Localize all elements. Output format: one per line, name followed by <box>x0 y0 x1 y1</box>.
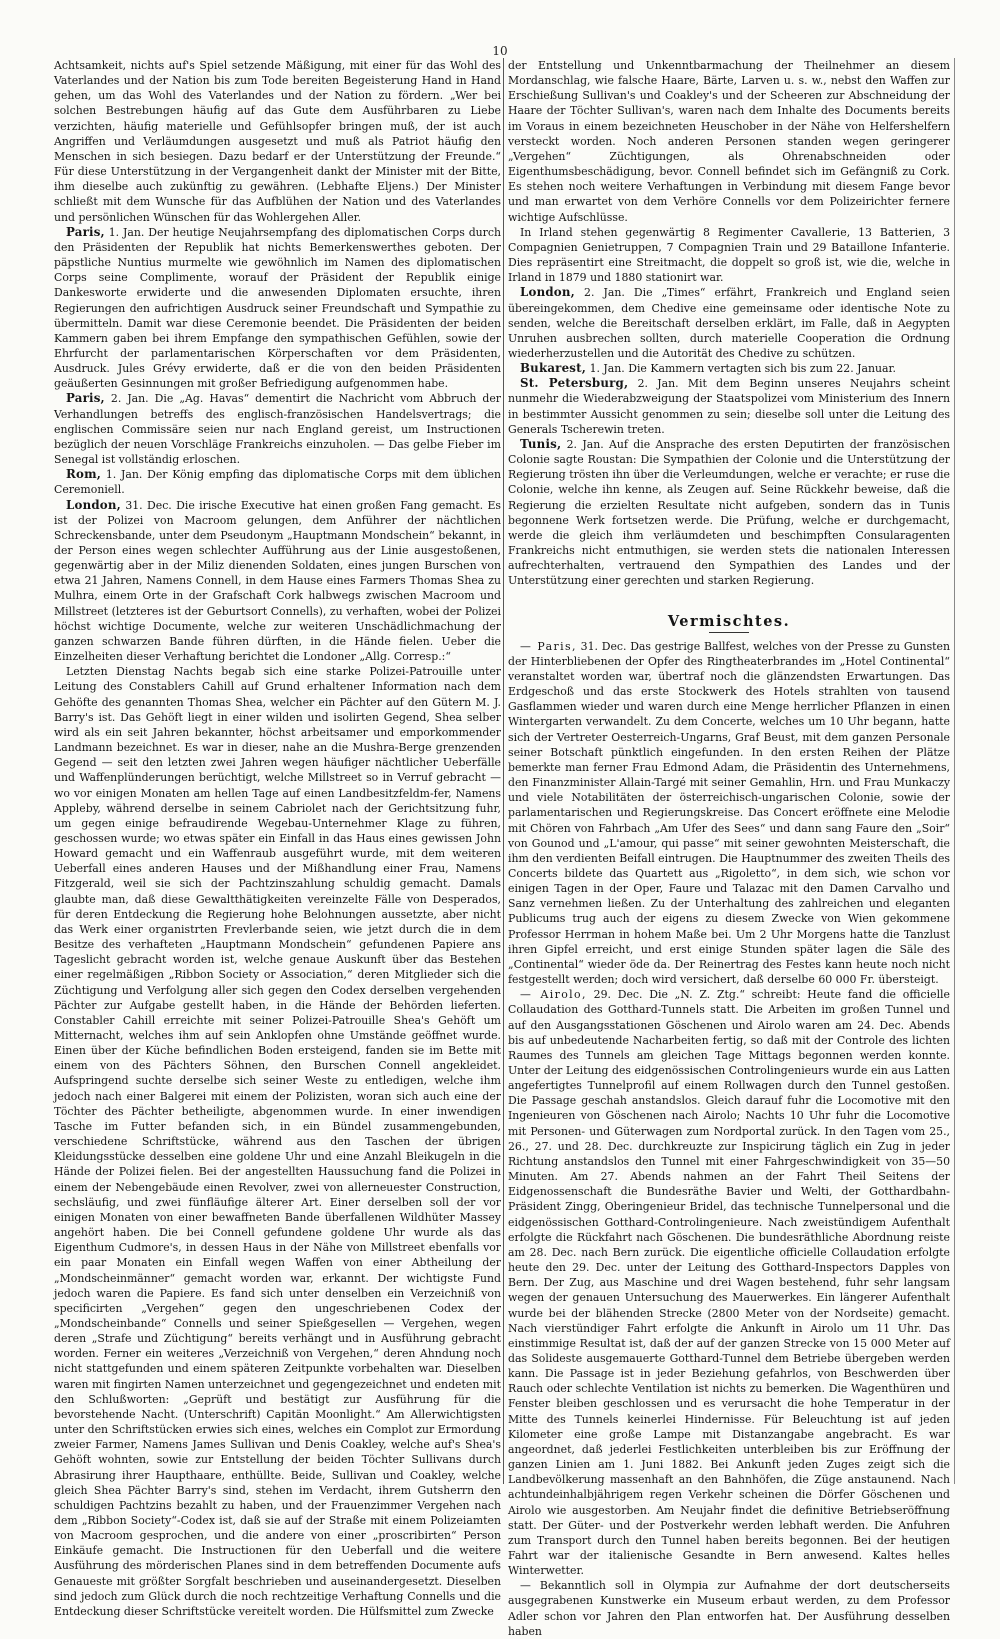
news-item-rom <box>54 467 501 497</box>
dateline: Rom, <box>66 467 102 482</box>
dateline: St. Petersburg, <box>520 376 629 391</box>
article-paragraph: In Irland stehen gegenwärtig 8 Regimenter Cavallerie, 13 Batterien, 3 Compagnien Genietruppen, 7 Compagnien Train und 29 Bataillone Infanterie. Dies repräsentirt eine Streitmacht, die doppelt so groß ist, wie die, welche in Irland in 1879 und 1880 stationirt war. <box>508 225 950 285</box>
news-text: 1. Jan. Der heutige Neujahrsempfang des diplomatischen Corps durch den Präsidenten der Republik hat nichts Bemerkenswerthes geboten. Der päpstliche Nuntius murmelte wie gewöhnlich im Namen des diplomatischen Corps seine Complimente, worauf der Präsident der Republik einige Dankesworte erwiderte und die anwesenden Diplomaten ersuchte, ihren Regierungen den aufrichtigen Ausdruck seiner Freundschaft und Sympathie zu übermitteln. Damit war diese Ceremonie beendet. Die Präsidenten der beiden Kammern gaben bei ihrem Empfange den sympathischen Gefühlen, sowie der Ehrfurcht der parlamentarischen Körperschaften vor dem Präsidenten, Ausdruck. Jules Grévy erwiderte, daß er die von den beiden Präsidenten geäußerten Gesinnungen mit großer Befriedigung aufgenommen habe. <box>54 225 501 391</box>
news-text: 2. Jan. Auf die Ansprache des ersten Deputirten der französischen Colonie sagte Roustan: Die Sympathien der Colonie und die Unterstützung der Regierung trösten ihn über die Verleumdungen, welche er verachte; er ruse die Colonie, welche ihn kenne, als Zeugen auf. Seine Rückkehr beweise, daß die Regierung die erzielten Resultate nicht aufgeben, sondern das in Tunis begonnene Werk fortsetzen werde. Die Prüfung, welche er durchgemacht, werde die gleich ihm verläumdeten und beschimpften Consularagenten Frankreichs nicht entmuthigen, sie werden stets die nationalen Interessen aufrechterhalten, vertrauend den Sympathien des Landes und der Unterstützung einer gerechten und starken Regierung. <box>508 437 950 588</box>
news-text: 2. Jan. Die „Ag. Havas“ dementirt die Nachricht vom Abbruch der Verhandlungen betreffs des englisch-französischen Handelsvertrags; die englischen Commissäre seien nur nach England gereist, um Instructionen bezüglich der neuen Vorschläge Frankreichs einzuholen. — Das gelbe Fieber im Senegal ist vollständig erloschen. <box>54 392 501 467</box>
dateline: Tunis, <box>520 436 562 451</box>
column-divider <box>503 58 504 1484</box>
news-text: soll in Olympia zur Aufnahme der dort deutscherseits ausgegrabenen Kunstwerke ein Museum erbaut werden, zu dem Professor Adler schon vor Jahren den Plan entworfen hat. Der Ausführung desselben haben <box>508 1579 950 1638</box>
article-paragraph: der Entstellung und Unkenntbarmachung der Theilnehmer an diesem Mordanschlag, wie falsche Haare, Bärte, Larven u. s. w., nebst den Waffen zur Erschießung Sullivan's und Coakley's und der Scheeren zur Abschneidung der Haare der Töchter Sullivan's, waren nach dem Inhalte des Documents bereits im Voraus in einem bezeichneten Heuschober in der Nähe von Helfershelfern versteckt worden. Noch anderen Personen standen wegen geringerer „Vergehen“ Züchtigungen, als Ohrenabschneiden oder Eigenthumsbeschädigung, bevor. Connell befindet sich im Gefängniß zu Cork. Es stehen noch weitere Verhaftungen in Verbindung mit diesem Fange bevor und man erwartet von dem Verhöre Connells vor dem Polizeirichter fernere wichtige Aufschlüsse. <box>508 59 950 224</box>
news-item-tunis <box>508 437 950 589</box>
news-text: 1. Jan. Der König empfing das diplomatische Corps mit dem üblichen Ceremoniell. <box>54 468 501 497</box>
section-heading: Vermischtes. <box>667 613 791 631</box>
news-text: 1. Jan. Die Kammern vertagten sich bis zum 22. Januar. <box>589 362 897 376</box>
article-paragraph: Achtsamkeit, nichts auf's Spiel setzende Mäßigung, mit einer für das Wohl des Vaterlandes und der Nation bis zum Tode bereiten Begeisterung Hand in Hand gehen, um das Wohl des Vaterlandes und der Nation zu fördern. „Wer bei solchen Bestrebungen häufig auf das Gute dem Ausführbaren zu Liebe verzichten, häufig materielle und Gefühlsopfer bringen muß, der ist auch Angriffen und Verläumdungen ausgesetzt und muß als Patriot häufig den Menschen in sich besiegen. Dazu bedarf er der Unterstützung der Freunde.“ Für diese Unterstützung in der Vergangenheit dankt der Minister mit der Bitte, ihm dieselbe auch zukünftig zu gewähren. (Lebhafte Eljens.) Der Minister schließt mit dem Wunsche für das Aufblühen der Nation und des Vaterlandes und persönlichen Wünschen für das Wohlergehen Aller. <box>54 59 501 224</box>
news-item-bukarest <box>508 361 950 376</box>
misc-item-olympia <box>508 1578 950 1639</box>
news-text: 31. Dec. Das gestrige Ballfest, welches von der Presse zu Gunsten der Hinterbliebenen der Opfer des Ringtheaterbrandes im „Hotel Continental“ veranstaltet worden war, übertraf noch die glänzendsten Erwartungen. Das Erdgeschoß und das erste Stockwerk des Hotels strahlten von tausend Gasflammen wieder und waren durch eine Menge herrlicher Pflanzen in einen Wintergarten verwandelt. Zu dem Concerte, welches um 10 Uhr begann, hatte sich der Vertreter Oesterreich-Ungarns, Graf Beust, mit dem ganzen Personale seiner Botschaft pünktlich eingefunden. In den ersten Reihen der Plätze bemerkte man ferner Frau Edmond Adam, die Präsidentin des Unternehmens, den Finanzminister Allain-Targé mit seiner Gemahlin, Hrn. und Frau Munkaczy und viele Notabilitäten der österreichisch-ungarischen Colonie, sowie der parlamentarischen und Regierungskreise. Das Concert eröffnete eine Melodie mit Chören von Fahrbach „Am Ufer des Sees“ und dann sang Faure den „Soir“ von Gounod und „L'amour, qui passe“ mit seiner gewohnten Meisterschaft, die ihm den verdienten Beifall eintrugen. Die Hauptnummer des zweiten Theils des Concerts bildete das Quartett aus „Rigoletto“, in dem sich, wie schon vor einigen Tagen in der Oper, Faure und Talazac mit den Damen Carvalho und Sanz vernehmen ließen. Zu der Unterhaltung des zahlreichen und eleganten Publicums trug auch der eigens zu diesem Zwecke von Wien gekommene Professor Herrman in hohem Maße bei. Um 2 Uhr Morgens hatte die Tanzlust ihren Gipfel erreicht, und erst einige Stunden später lagen die Säle des „Continental“ wieder öde da. Der Reinertrag des Festes kann heute noch nicht festgestellt werden; doch wird versichert, daß derselbe 60 000 Fr. übersteigt. <box>508 639 951 987</box>
section-heading-rule <box>709 632 749 633</box>
page-edge-rule <box>954 58 955 1484</box>
news-text: 2. Jan. Mit dem Beginn unseres Neujahrs scheint nunmehr die Wiederabzweigung der Staatspolizei vom Ministerium des Innern in bestimmter Aussicht genommen zu sein; dieselbe soll unter die Leitung des Generals Tscherewin treten. <box>508 377 950 436</box>
news-item-london-2 <box>508 285 950 361</box>
dateline: Bukarest, <box>520 361 587 376</box>
dateline: — Airolo, <box>520 988 587 1002</box>
news-item-paris-1 <box>54 225 501 392</box>
left-column <box>54 58 501 1618</box>
news-text: 2. Jan. Die „Times“ erfährt, Frankreich und England seien übereingekommen, dem Chedive eine gemeinsame oder identische Note zu senden, welche die Bereitschaft derselben erklärt, im Falle, daß in Aegypten Unruhen ausbrechen sollten, durch materielle Cooperation die Ordnung wiederherzustellen und die Autorität des Chedive zu schützen. <box>508 286 950 360</box>
dateline: London, <box>66 497 121 512</box>
news-item-petersburg <box>508 376 950 437</box>
dateline: Paris, <box>66 224 105 239</box>
dateline: — Paris, <box>520 639 577 653</box>
article-paragraph: Letzten Dienstag Nachts begab sich eine starke Polizei-Patrouille unter Leitung des Constablers Cahill auf Grund erhaltener Information nach dem Gehöfte des genannten Thomas Shea, welcher ein Pächter auf den Gütern M. J. Barry's ist. Das Gehöft liegt in einer wilden und isolirten Gegend, Shea selber wird als ein seit Jahren bekannter, höchst arbeitsamer und emporkommender Landmann bezeichnet. Es war in dieser, nahe an die Mushra-Berge grenzenden Gegend — seit den letzten zwei Jahren wegen häufiger nächtlicher Ueberfälle und Waffenplünderungen berüchtigt, welche Millstreet so in Verruf gebracht — wo vor einigen Monaten am hellen Tage auf einen Landbesitzfeldm-fer, Namens Appleby, während derselbe in seinem Cabriolet nach der Gerichtsitzung fuhr, um gegen einige befraudirende Wegebau-Unternehmer Klage zu führen, geschossen wurde; wo etwas später ein Einfall in das Haus eines gewissen John Howard gemacht und ein Waffenraub ausgeführt wurde, mit dem weiteren Ueberfall eines anderen Hauses und der Mißhandlung einer Frau, Namens Fitzgerald, weil sie sich der Pachtzinszahlung schuldig gemacht. Damals glaubte man, daß diese Gewaltthätigkeiten vereinzelte Fälle von Desperados, für deren Entdeckung die Regierung hohe Belohnungen aussetzte, aber nicht das Werk einer organistrten Frevlerbande seien, wie jetzt durch die in dem Besitze des verhafteten „Hauptmann Mondschein“ gefundenen Papiere ans Tageslicht gebracht worden ist, welche genaue Auskunft über das Bestehen einer regelmäßigen „Ribbon Society or Association,“ deren Mitglieder sich die Züchtigung und Verfolgung aller sich gegen den Codex derselben vergehenden Pächter zur Aufgabe gestellt haben, in die Hände der Behörden lieferten. Constabler Cahill erreichte mit seiner Polizei-Patrouille Shea's Gehöft um Mitternacht, welches ihm auf sein Anklopfen ohne Umstände geöffnet wurde. Einen über der Küche befindlichen Boden ersteigend, fanden sie im Bette mit einem von des Pächters Söhnen, den Burschen Connell angekleidet. Aufspringend suchte derselbe sich seiner Weste zu entledigen, welche ihm jedoch nach einer Balgerei mit einem der Polizisten, woran sich auch eine der Töchter des Pächter betheiligte, abgenommen wurde. In einer inwendigen Tasche im Futter befanden sich, in ein Bündel zusammengebunden, verschiedene Schriftstücke, während aus den Taschen der übrigen Kleidungsstücke desselben eine goldene Uhr und eine Anzahl Bleikugeln in die Hände der Polizei fielen. Bei der angestellten Haussuchung fand die Polizei in einem der Nebengebäude einen Revolver, zwei von allerneuester Construction, sechsläufig, und zwei fünfläufige älterer Art. Einer derselben soll der vor einigen Monaten von einer bewaffneten Bande überfallenen Wildhüter Massey angehört haben. Die bei Connell gefundene goldene Uhr wurde als das Eigenthum Cudmore's, in dessen Haus in der Nähe von Millstreet ebenfalls vor ein paar Monaten ein Einfall wegen Waffen von einer Abtheilung der „Mondscheinmänner“ gemacht worden war, erkannt. Der wichtigste Fund jedoch waren die Papiere. Es fand sich unter denselben ein Verzeichniß von specificirten „Vergehen“ gegen den ungeschriebenen Codex der „Mondscheinbande“ Connells und seiner Spießgesellen — Vergehen, wegen deren „Strafe und Züchtigung“ bereits verhängt und in Ausführung gebracht worden. Ferner ein weiteres „Verzeichniß von Vergehen,“ deren Ahndung noch nicht stattgefunden und einem späteren Zeitpunkte vorbehalten war. Dieselben waren mit fingirten Namen unterzeichnet und gegengezeichnet und endeten mit den Schlußworten: „Geprüft und bestätigt zur Ausführung für die bevorstehende Nacht. (Unterschrift) Capitän Moonlight.“ Am Allerwichtigsten unter den Schriftstücken erwies sich eines, welches ein Complot zur Ermordung zweier Farmer, Namens James Sullivan und Denis Coakley, welche auf's Shea's Gehöft wohnten, sowie zur Entstellung der beiden Töchter Sullivans durch Abrasirung ihrer Haupthaare, enthüllte. Beide, Sullivan und Coakley, welche gleich Shea Pächter Barry's sind, stehen im Verdacht, ihrem Gutsherrn den schuldigen Pachtzins bezahlt zu haben, und der Frauenzimmer Vergehen nach dem „Ribbon Society“-Codex ist, daß sie auf der Straße mit einem Polizeiamten von Macroom gesprochen, und die andere von einer „proscribirten“ Person Einkäufe gemacht. Die Instructionen für den Ueberfall und die weitere Ausführung des mörderischen Planes sind in dem betreffenden Documente aufs Genaueste mit größter Sorgfalt beschrieben und auseinandergesetzt. Dieselben sind jedoch zum Glück durch die noch rechtzeitige Verhaftung Connells und die Entdeckung dieser Schriftstücke vereitelt worden. Die Hülfsmittel zum Zwecke <box>54 665 501 1618</box>
page-number: 10 <box>492 44 508 58</box>
misc-item-airolo <box>508 987 950 1578</box>
news-text: 31. Dec. Die irische Executive hat einen großen Fang gemacht. Es ist der Polizei von Macroom gelungen, dem Anführer der nächtlichen Schreckensbande, unter dem Pseudonym „Hauptmann Mondschein“ bekannt, in der Person eines wegen schlechter Aufführung aus der Linie ausgestoßenen, gegenwärtig aber in der Miliz dienenden Soldaten, eines jungen Burschen von etwa 21 Jahren, Namens Connell, in dem Hause eines Farmers Thomas Shea zu Mulhra, einem Orte in der Grafschaft Cork halbwegs zwischen Macroom und Millstreet (letzteres ist der Geburtsort Connells), zu verhaften, wobei der Polizei höchst wichtige Documente, welche zur weiteren Unschädlichmachung der ganzen schwarzen Bande führen dürften, in die Hände fielen. Ueber die Einzelheiten dieser Verhaftung berichtet die Londoner „Allg. Corresp.:“ <box>54 498 501 664</box>
right-column <box>508 58 951 1638</box>
dateline: — Bekanntlich <box>520 1579 606 1593</box>
news-item-london-1 <box>54 498 501 665</box>
news-text: 29. Dec. Die „N. Z. Ztg.“ schreibt: Heute fand die officielle Collaudation des Gotthard-Tunnels statt. Die Arbeiten im großen Tunnel und auf den Ausgangsstationen Göschenen und Airolo waren am 24. Dec. Abends bis auf unbedeutende Nacharbeiten fertig, so daß mit der Controle des lichten Raumes des Tunnels am gleichen Tage Mittags begonnen werden konnte. Unter der Leitung des eidgenössischen Controlingenieurs wurde ein aus Latten angefertigtes Tunnelprofil auf einem Rollwagen durch den Tunnel gestoßen. Die Passage geschah anstandslos. Gleich darauf fuhr die Locomotive mit den Ingenieuren von Göschenen nach Airolo; Nachts 10 Uhr fuhr die Locomotive mit Personen- und Güterwagen zum Nordportal zurück. In den Tagen vom 25., 26., 27. und 28. Dec. durchkreuzte zur Inspicirung täglich ein Zug in jeder Richtung anstandslos den Tunnel mit einer Fahrgeschwindigkeit von 35—50 Minuten. Am 27. Abends nahmen an der Fahrt Theil Seitens der Eidgenossenschaft die Bundesräthe Bavier und Welti, der Gotthardbahn-Präsident Zingg, Oberingenieur Bridel, das technische Tunnelpersonal und die eidgenössischen Gotthard-Controlingenieure. Nach zweistündigem Aufenthalt erfolgte die Rückfahrt nach Göschenen. Die bundesräthliche Abordnung reiste am 28. Dec. nach Bern zurück. Die eigentliche officielle Collaudation erfolgte heute den 29. Dec. unter der Leitung des Gotthard-Inspectors Dapples von Bern. Der Zug, aus Maschine und drei Wagen bestehend, fuhr sehr langsam wegen der genauen Untersuchung des Mauerwerkes. Ein längerer Aufenthalt wurde bei der blähenden Strecke (2800 Meter von der Nordseite) gemacht. Nach vierstündiger Fahrt erfolgte die Ankunft in Airolo um 11 Uhr. Das einstimmige Resultat ist, daß der auf der ganzen Strecke von 15 000 Meter auf das Solideste ausgemauerte Gotthard-Tunnel dem Betriebe übergeben werden kann. Die Passage ist in jeder Beziehung gefahrlos, von Beschwerden über Rauch oder schlechte Ventilation ist nichts zu bemerken. Die Wagenthüren und Fenster bleiben geschlossen und es verursacht die hohe Temperatur in der Mitte des Tunnels keinerlei Hindernisse. Für Beleuchtung ist auf jeden Kilometer eine große Lampe mit Distanzangabe angebracht. Es war angeordnet, daß jederlei Festlichkeiten unterbleiben bis zur Eröffnung der ganzen Linien am 1. Juni 1882. Bei Ankunft jeden Zuges zeigt sich die Landbevölkerung massenhaft an den Bahnhöfen, die Züge anstaunend. Nach achtundeinhalbjährigem regen Verkehr scheinen die Dörfer Göschenen und Airolo wie ausgestorben. Am Neujahr findet die definitive Betriebseröffnung statt. Der Güter- und der Postverkehr werden lebhaft werden. Die Anfuhren zum Transport durch den Tunnel haben bereits begonnen. Bei der heutigen Fahrt war der italienische Gesandte in Bern anwesend. Kaltes helles Winterwetter. <box>508 988 950 1578</box>
news-item-paris-2 <box>54 391 501 467</box>
dateline: Paris, <box>66 391 105 406</box>
dateline: London, <box>520 285 575 300</box>
misc-item-paris <box>508 639 950 988</box>
